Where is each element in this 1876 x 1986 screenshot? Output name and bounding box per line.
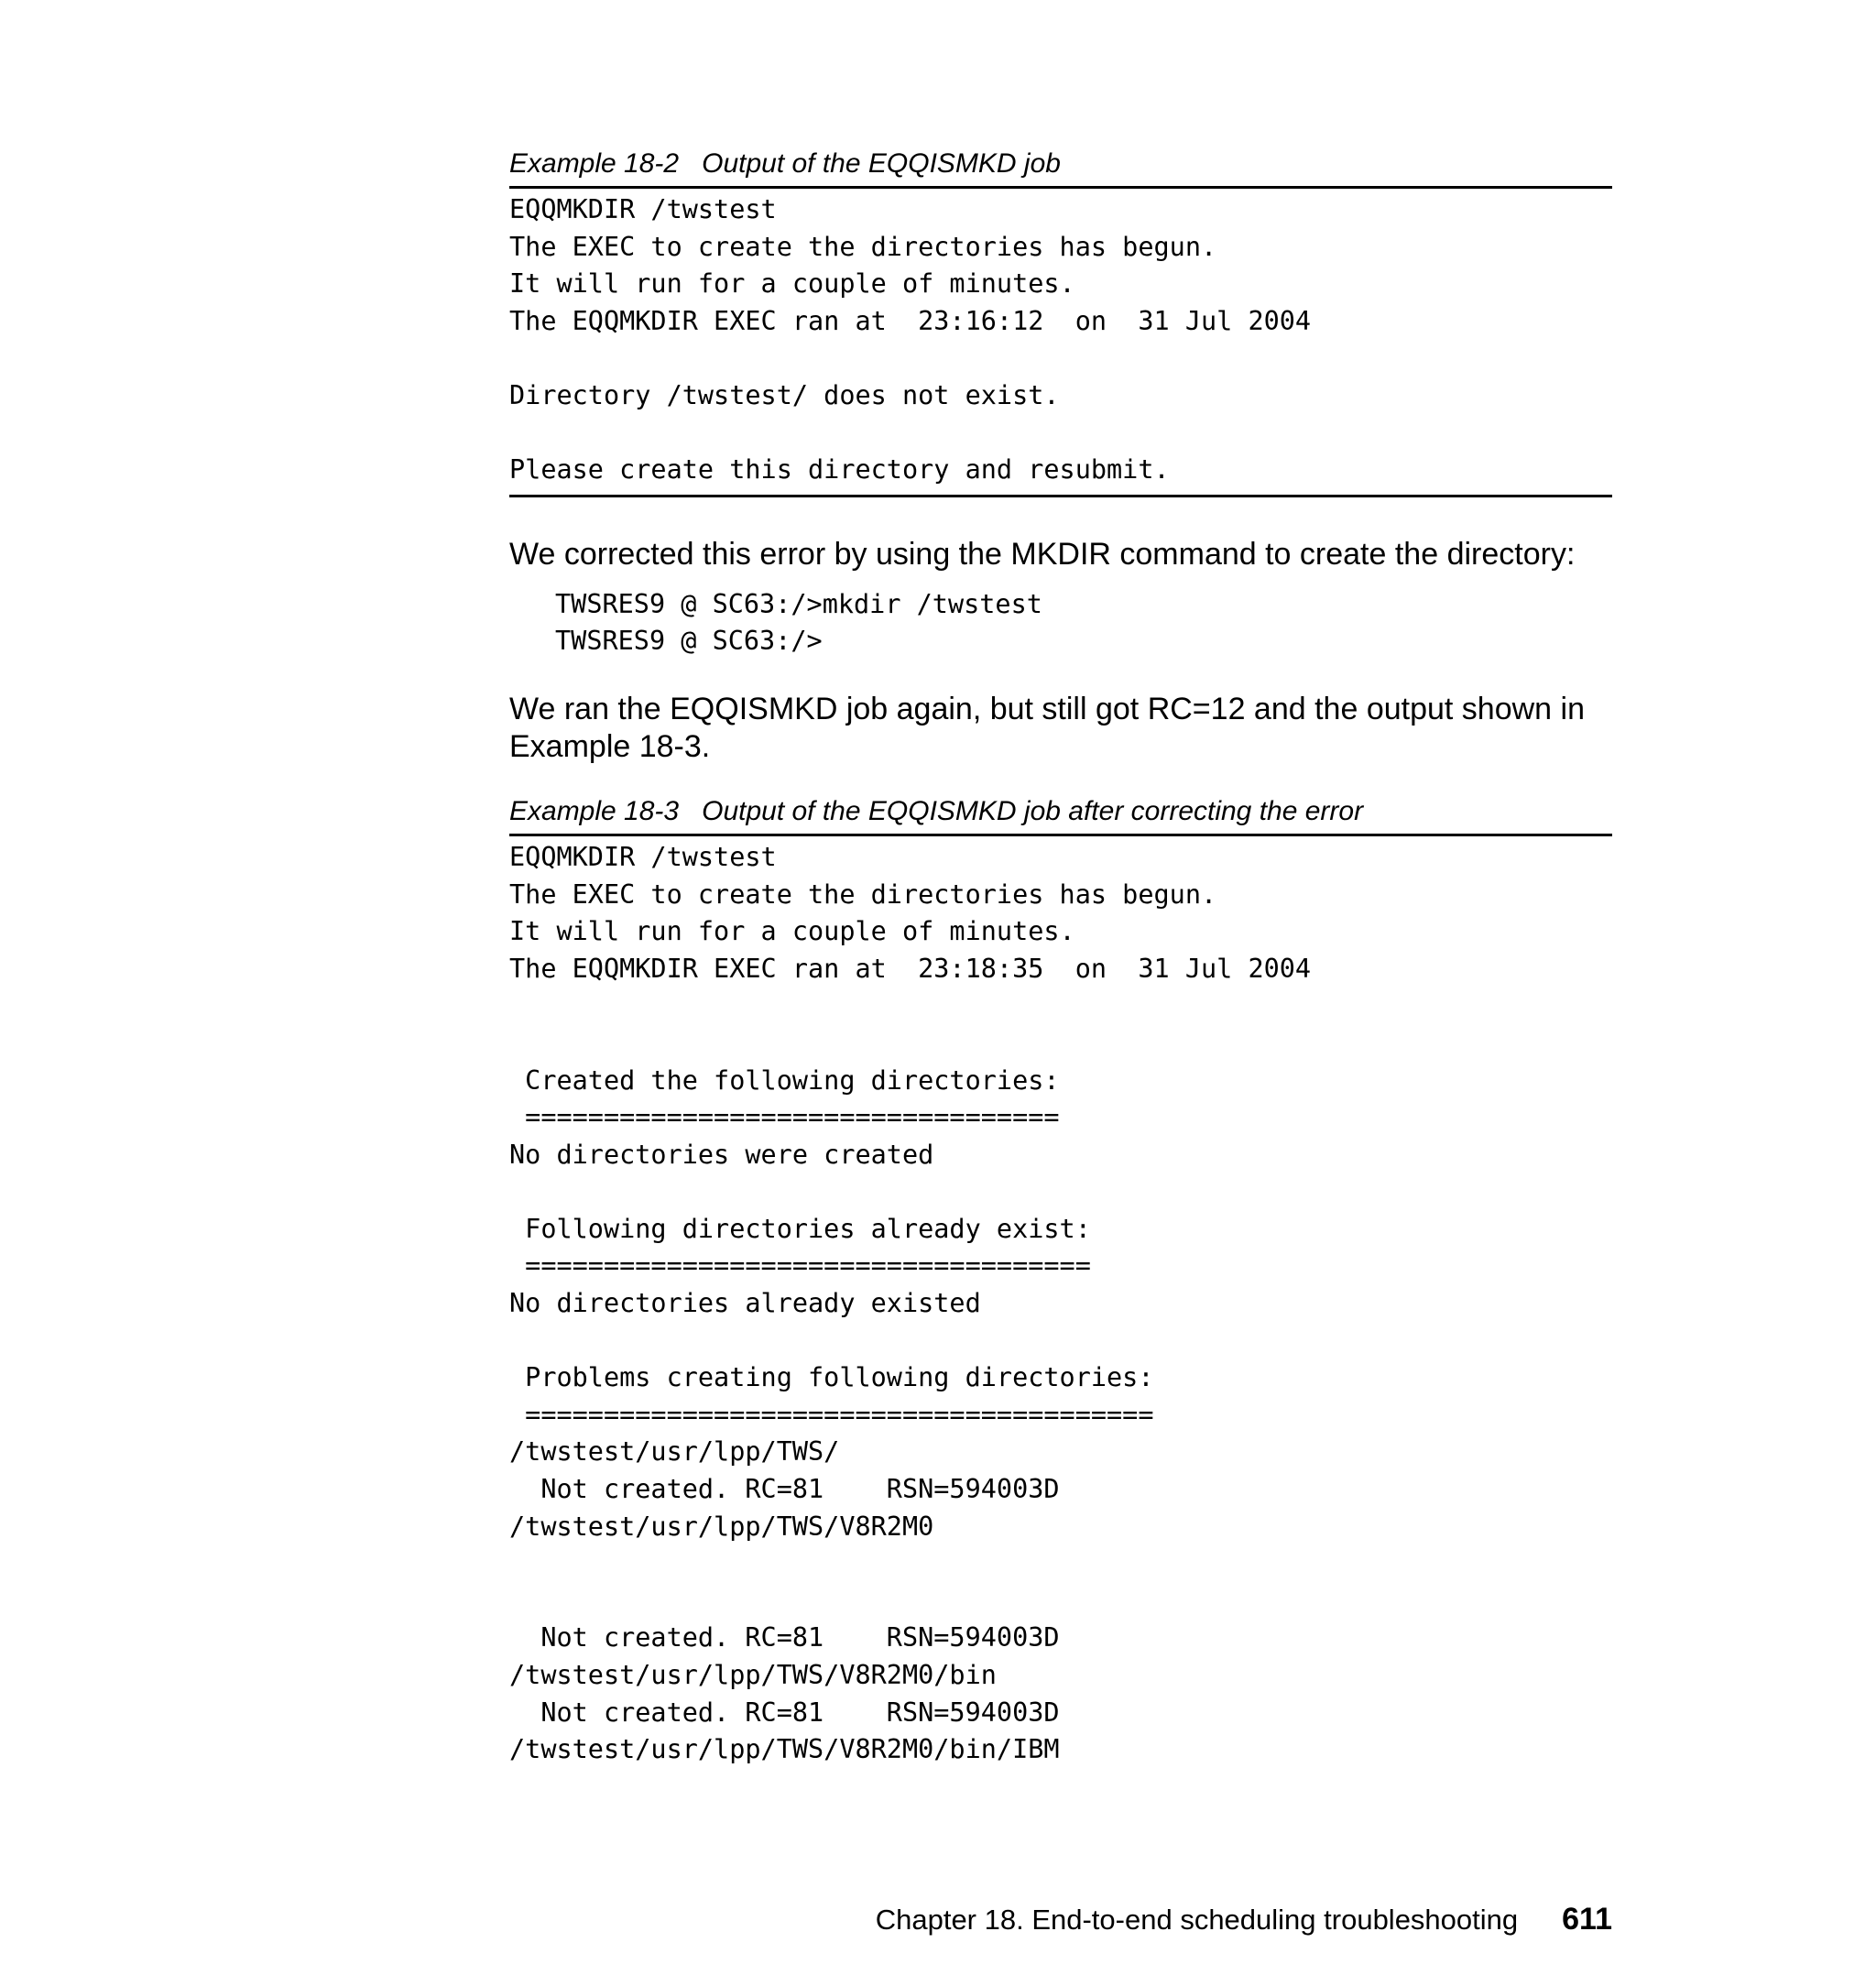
- example-18-3-caption: Example 18-3 Output of the EQQISMKD job after correcting the error: [509, 795, 1364, 826]
- code-line: EQQMKDIR /twstest: [509, 841, 777, 872]
- code-line: The EXEC to create the directories has begun.: [509, 878, 1217, 910]
- code-line: Not created. RC=81 RSN=594003D: [509, 1697, 1060, 1728]
- code-line: It will run for a couple of minutes.: [509, 268, 1075, 300]
- code-line: No directories were created: [509, 1139, 934, 1170]
- command-line: TWSRES9 @ SC63:/>mkdir /twstest: [555, 588, 1042, 619]
- example-18-3-code: [509, 839, 1612, 1769]
- code-line: ====================================: [509, 1250, 1091, 1282]
- chapter-title: Chapter 18. End-to-end scheduling troubleshooting: [875, 1904, 1519, 1936]
- code-line: Not created. RC=81 RSN=594003D: [509, 1474, 1060, 1505]
- code-line: Created the following directories:: [509, 1064, 1060, 1096]
- code-line: Not created. RC=81 RSN=594003D: [509, 1622, 1060, 1653]
- paragraph-mkdir: We corrected this error by using the MKDIR command to create the directory:: [509, 536, 1576, 572]
- code-line: Problems creating following directories:: [509, 1362, 1154, 1393]
- code-line: [509, 1173, 1612, 1211]
- code-line: Following directories already exist:: [509, 1213, 1091, 1244]
- code-line: /twstest/usr/lpp/TWS/V8R2M0/bin/IBM: [509, 1734, 1060, 1765]
- code-line: No directories already existed: [509, 1288, 981, 1319]
- code-line: [509, 1323, 1612, 1360]
- code-line: /twstest/usr/lpp/TWS/V8R2M0: [509, 1511, 934, 1542]
- code-line: It will run for a couple of minutes.: [509, 916, 1075, 947]
- code-line: The EQQMKDIR EXEC ran at 23:16:12 on 31 Jul 2004: [509, 305, 1312, 336]
- code-line: EQQMKDIR /twstest: [509, 194, 777, 224]
- code-line: ==================================: [509, 1102, 1060, 1133]
- code-line: The EXEC to create the directories has begun.: [509, 231, 1217, 262]
- mkdir-commands: [509, 586, 1612, 660]
- page-content: [509, 142, 1612, 1769]
- code-line: Please create this directory and resubmit.: [509, 454, 1170, 486]
- code-line: /twstest/usr/lpp/TWS/V8R2M0/bin: [509, 1660, 997, 1690]
- code-line: The EQQMKDIR EXEC ran at 23:18:35 on 31 Jul 2004: [509, 953, 1312, 984]
- top-rule: [509, 186, 1612, 189]
- example-18-2-code: [509, 191, 1612, 489]
- code-line: [509, 988, 1612, 1025]
- code-line: /twstest/usr/lpp/TWS/: [509, 1436, 840, 1468]
- example-18-2-caption: Example 18-2 Output of the EQQISMKD job: [509, 148, 1061, 179]
- code-line: Directory /twstest/ does not exist.: [509, 379, 1060, 410]
- paragraph-rerun: We ran the EQQISMKD job again, but still got RC=12 and the output shown in Example 18-3.: [509, 691, 1585, 764]
- code-line: [509, 340, 1612, 377]
- code-line: [509, 415, 1612, 453]
- top-rule: [509, 834, 1612, 836]
- bottom-rule: [509, 495, 1612, 497]
- command-line: TWSRES9 @ SC63:/>: [555, 626, 823, 657]
- code-line: [509, 1583, 1612, 1620]
- code-line: [509, 1025, 1612, 1063]
- code-line: ========================================: [509, 1399, 1154, 1430]
- code-line: [509, 1545, 1612, 1583]
- page-number: 611: [1562, 1902, 1612, 1937]
- page-footer: [509, 1896, 1612, 1943]
